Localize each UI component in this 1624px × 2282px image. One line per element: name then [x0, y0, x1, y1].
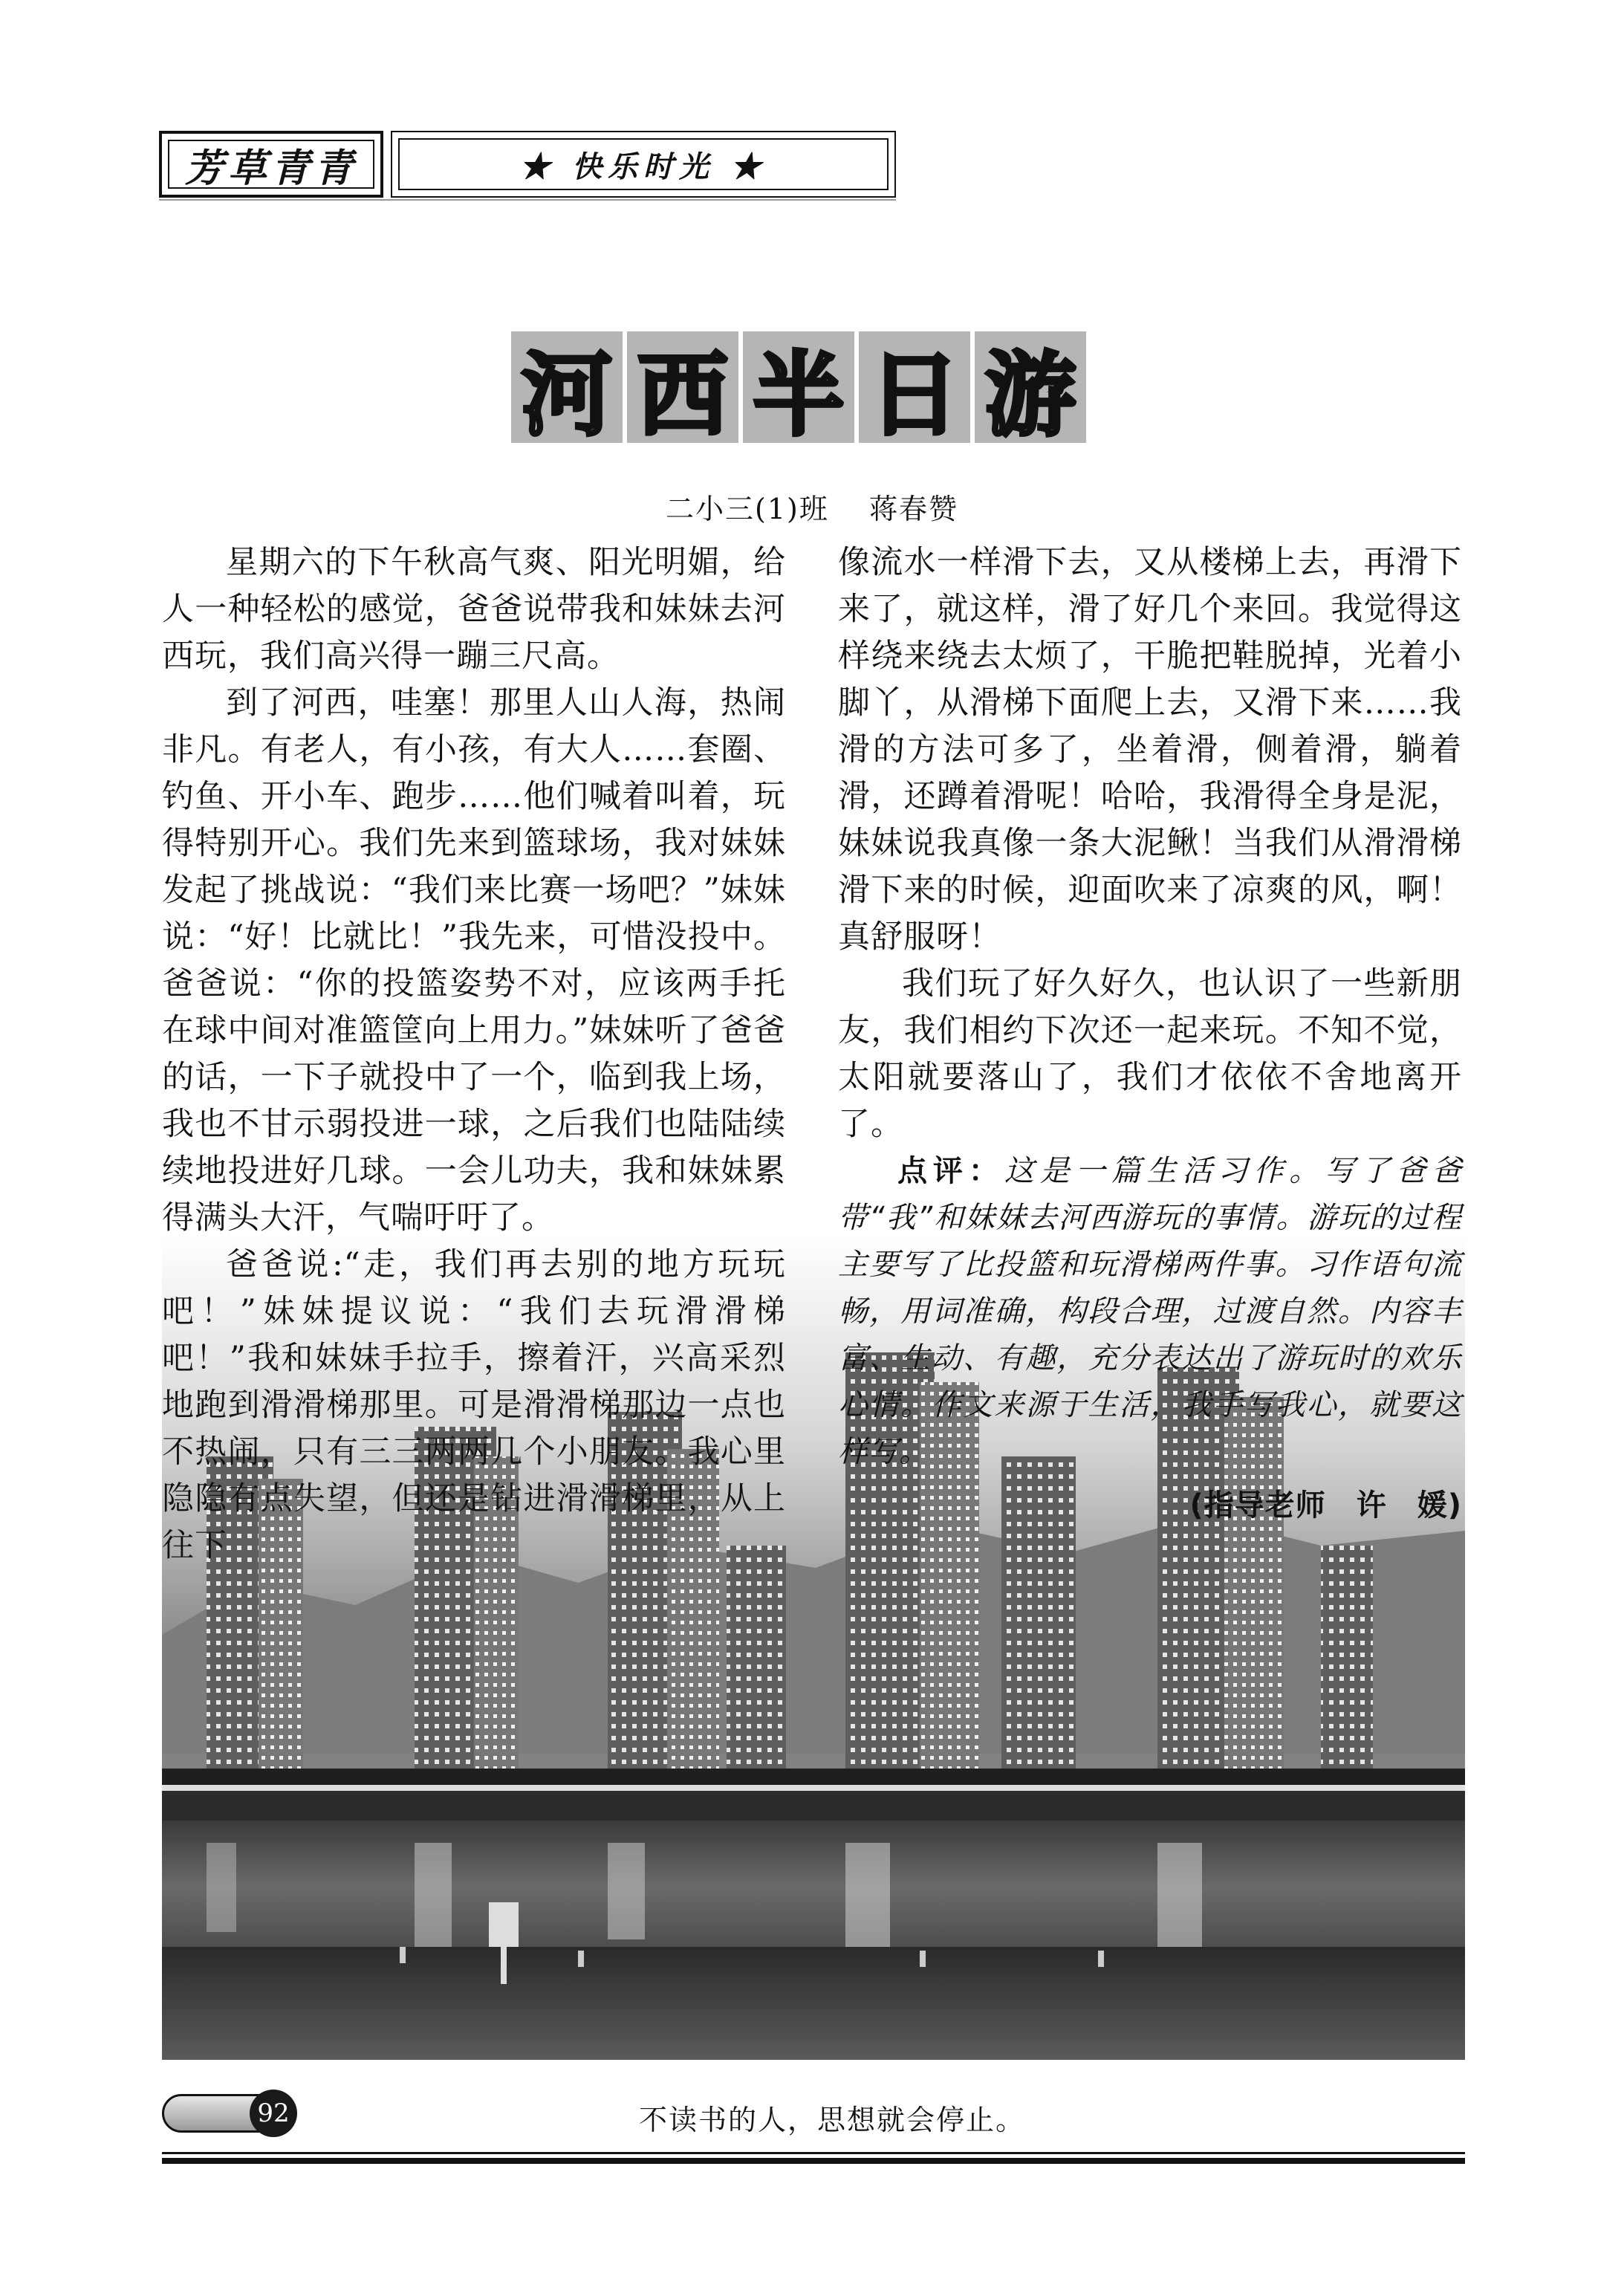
section-name: ★ 快乐时光 ★: [398, 138, 889, 190]
title-char: 游: [975, 331, 1086, 443]
footer-rule: [162, 2152, 1465, 2154]
review-text: 这是一篇生活习作。写了爸爸带“我”和妹妹去河西游玩的事情。游玩的过程主要写了比投篮和玩滑梯两件事。习作语句流畅，用词准确，构段合理，过渡自然。内容丰富、生动、有趣，充分表达出了游玩时的欢乐心情。作文来源于生活，我手写我心，就要这样写。: [838, 1154, 1463, 1469]
footer-quote: 不读书的人，思想就会停止。: [639, 2104, 1026, 2136]
review: [838, 1148, 1462, 1476]
byline: [0, 486, 1624, 527]
page-number: 92: [250, 2090, 297, 2137]
column-name-box: [159, 131, 383, 198]
author-name: 蒋春赞: [868, 493, 958, 525]
paragraph-continued: 像流水一样滑下去，又从楼梯上去，再滑下来了，就这样，滑了好几个来回。我觉得这样绕来绕去太烦了，干脆把鞋脱掉，光着小脚丫，从滑梯下面爬上去，又滑下来……我滑的方法可多了，坐着滑，侧着滑，躺着滑，还蹲着滑呢！哈哈，我滑得全身是泥，妹妹说我真像一条大泥鳅！当我们从滑滑梯滑下来的时候，迎面吹来了凉爽的风，啊！真舒服呀！: [838, 544, 1462, 956]
title-char: 河: [511, 331, 623, 443]
title-char: 西: [627, 331, 738, 443]
header-divider: [159, 199, 896, 201]
article-title: [511, 331, 1086, 448]
author-class: 二小三(1)班: [666, 493, 829, 525]
left-column: [162, 539, 786, 1569]
title-char: 半: [743, 331, 854, 443]
column-name: 芳草青青: [168, 140, 374, 189]
paragraph: 到了河西，哇塞！那里人山人海，热闹非凡。有老人，有小孩，有大人……套圈、钓鱼、开小车、跑步……他们喊着叫着，玩得特别开心。我们先来到篮球场，我对妹妹发起了挑战说：“我们来比赛一场吧？”妹妹说：“好！比就比！”我先来，可惜没投中。爸爸说：“你的投篮姿势不对，应该两手托在球中间对准篮筐向上用力。”妹妹听了爸爸的话，一下子就投中了一个，临到我上场，我也不甘示弱投进一球，之后我们也陆陆续续地投进好几球。一会儿功夫，我和妹妹累得满头大汗，气喘吁吁了。: [162, 684, 786, 1236]
section-name-box: [391, 131, 896, 198]
title-char: 日: [859, 331, 970, 443]
review-label: 点评：: [897, 1154, 1004, 1188]
paragraph: 我们玩了好久好久，也认识了一些新朋友，我们相约下次还一起来玩。不知不觉，太阳就要落山了，我们才依依不舍地离开了。: [838, 965, 1462, 1143]
right-column: [838, 539, 1462, 1532]
paragraph: 爸爸说:“走，我们再去别的地方玩玩吧！”妹妹提议说：“我们去玩滑滑梯吧！”我和妹妹手拉手，擦着汗，兴高采烈地跑到滑滑梯那里。可是滑滑梯那边一点也不热闹，只有三三两两几个小朋友。我心里隐隐有点失望，但还是钻进滑滑梯里，从上往下: [162, 1246, 786, 1564]
teacher-credit: (指导老师 许 媛): [1189, 1488, 1462, 1523]
footer-rule-thick: [162, 2158, 1465, 2164]
paragraph: 星期六的下午秋高气爽、阳光明媚，给人一种轻松的感觉，爸爸说带我和妹妹去河西玩，我们高兴得一蹦三尺高。: [162, 544, 786, 675]
